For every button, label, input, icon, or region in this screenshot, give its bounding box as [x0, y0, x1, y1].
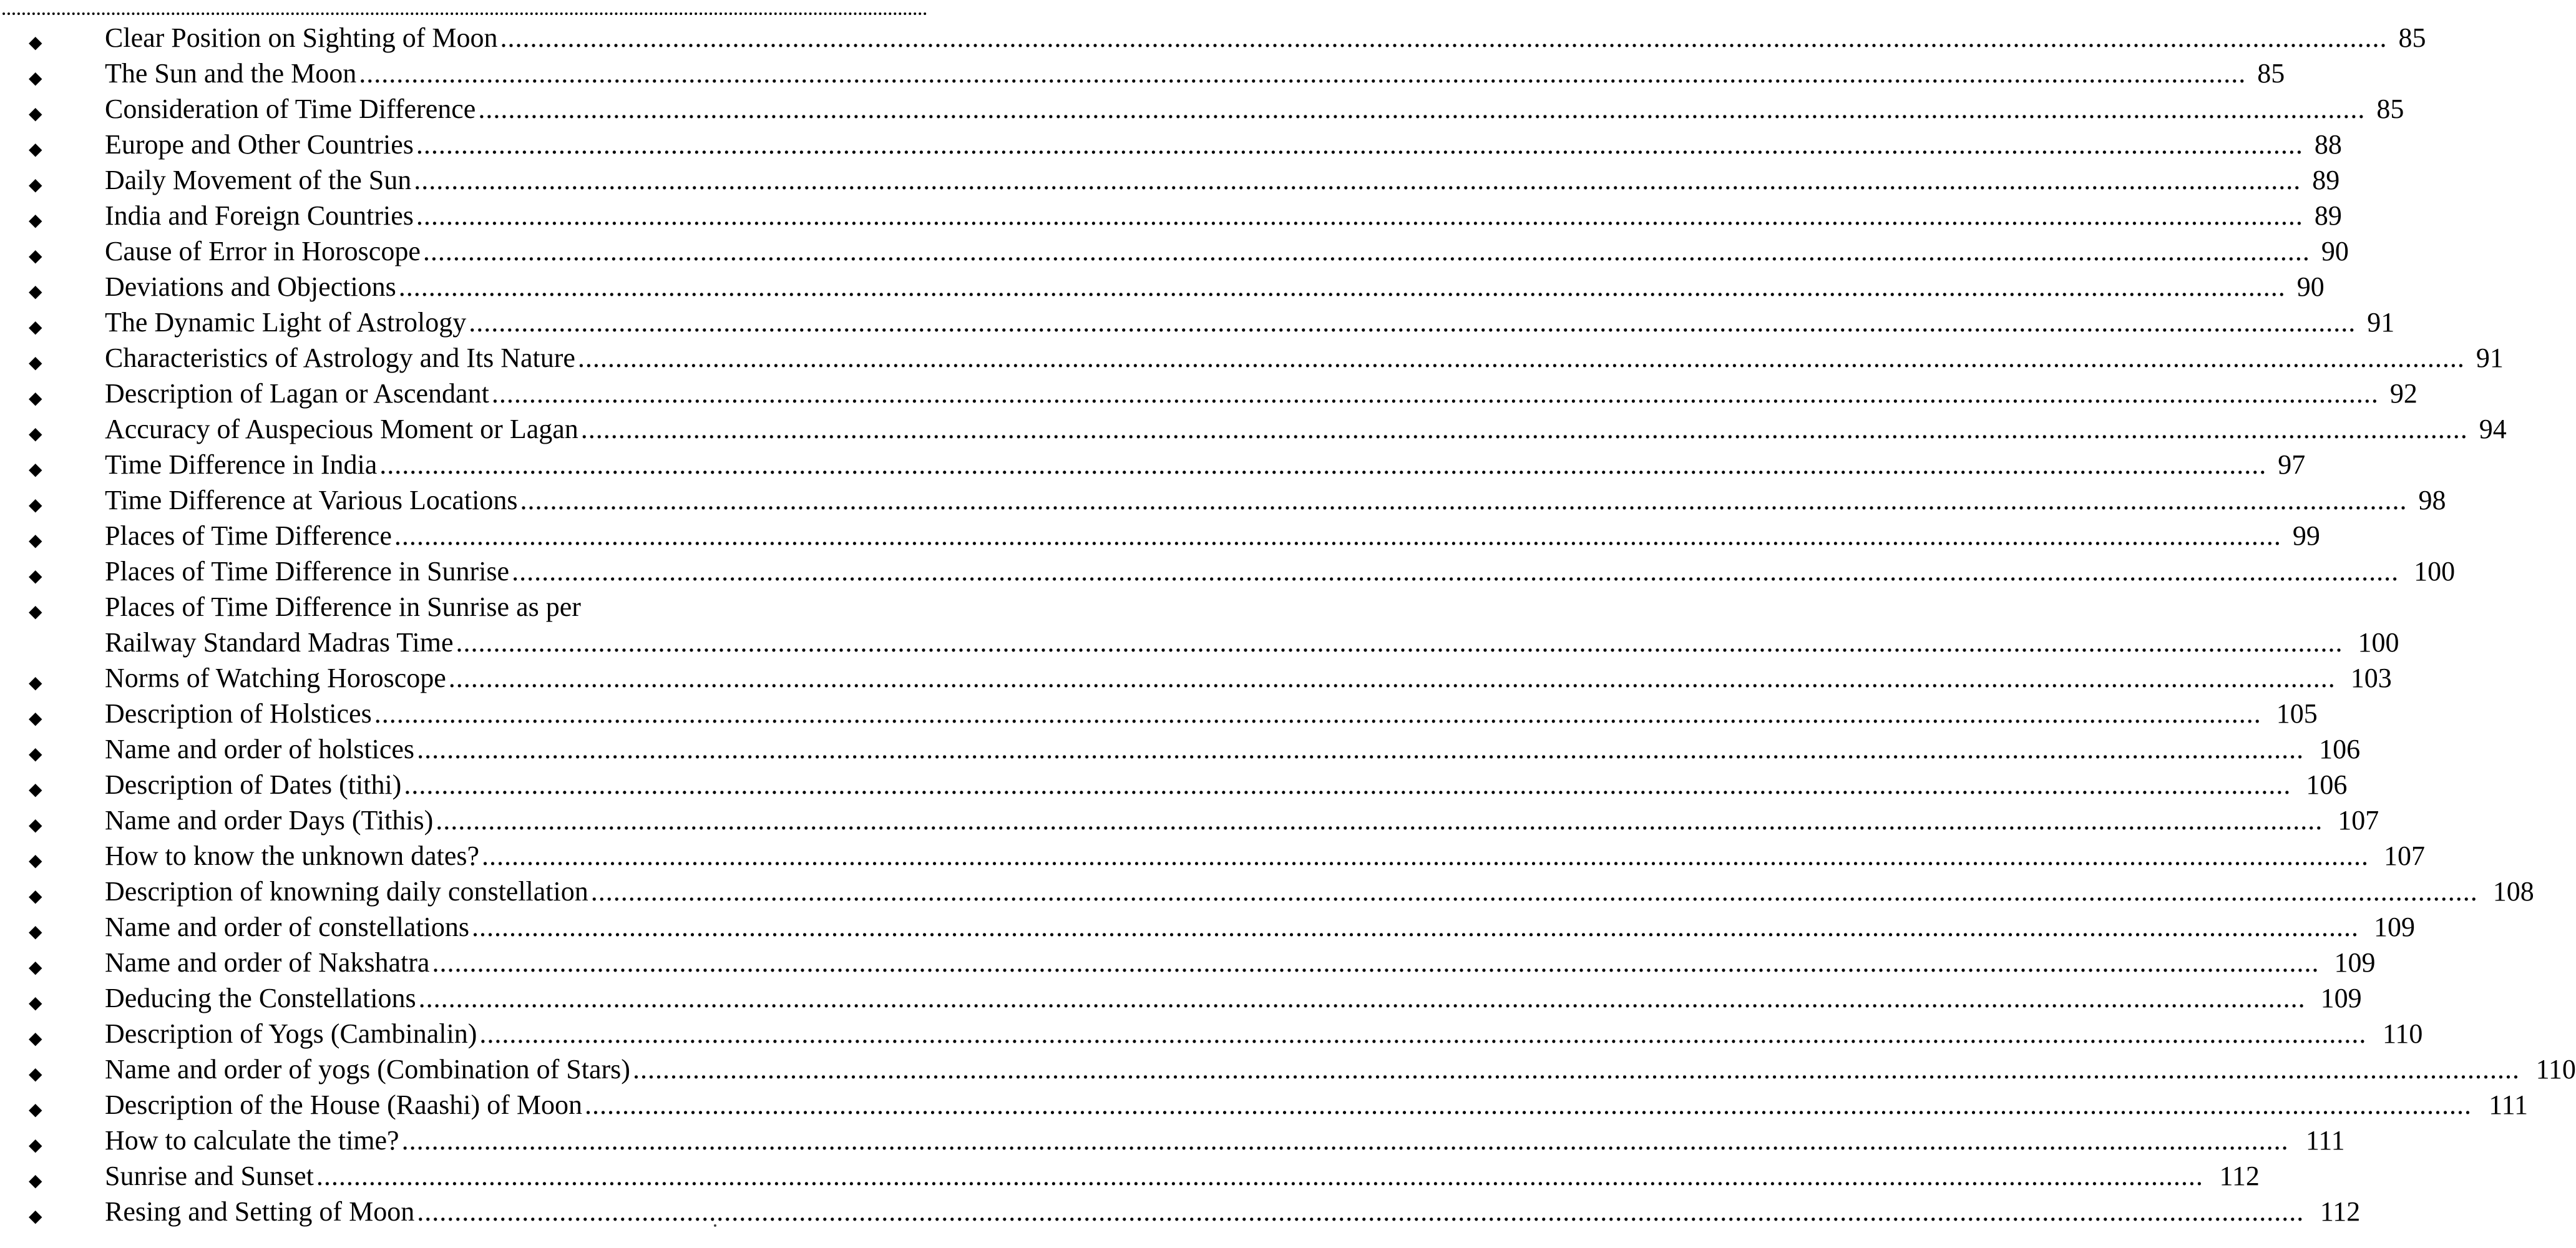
- toc-entry-title: Places of Time Difference in Sunrise as per: [105, 592, 581, 622]
- toc-entry: [25, 162, 2340, 198]
- dot-leader: [578, 340, 2465, 376]
- dot-leader: [492, 376, 2379, 411]
- toc-entry: [25, 945, 2376, 980]
- toc-entry-page-number: 90: [2296, 271, 2325, 302]
- dot-leader: [417, 1194, 2304, 1229]
- toc-entry-body: [105, 1158, 2260, 1194]
- diamond-bullet-icon: ◆: [29, 815, 42, 835]
- toc-entry-body: [105, 376, 2417, 411]
- toc-entry-page-number: 88: [2314, 129, 2342, 160]
- toc-entry-body: [105, 20, 2426, 56]
- toc-entry: [25, 874, 2534, 909]
- toc-entry-body: [105, 1051, 2576, 1087]
- toc-entry-body: [105, 447, 2305, 482]
- toc-entry: [25, 980, 2362, 1016]
- diamond-bullet-icon: ◆: [29, 104, 42, 124]
- toc-entry-body: [105, 91, 2404, 127]
- toc-entry-page-number: 108: [2492, 876, 2534, 907]
- toc-entry: [25, 589, 2399, 660]
- toc-entry: [25, 1158, 2260, 1194]
- toc-entry-page-number: 100: [2358, 627, 2399, 658]
- toc-entry-title: Description of knowning daily constellation: [105, 876, 588, 907]
- toc-entry-body: [105, 660, 2392, 696]
- dot-leader: [449, 660, 2336, 696]
- toc-entry-title: Description of Yogs (Cambinalin): [105, 1018, 477, 1049]
- dot-leader: [417, 731, 2304, 767]
- diamond-bullet-icon: ◆: [29, 68, 42, 88]
- toc-entry-page-number: 105: [2276, 698, 2318, 729]
- toc-entry-title: Description of Holstices: [105, 698, 372, 729]
- toc-entry: [25, 447, 2306, 482]
- diamond-bullet-icon: ◆: [29, 851, 42, 870]
- toc-entry-page-number: 110: [2535, 1054, 2576, 1085]
- dot-leader: [500, 20, 2387, 56]
- toc-entry-body: [105, 56, 2285, 91]
- diamond-bullet-icon: ◆: [29, 922, 42, 942]
- diamond-bullet-icon: ◆: [29, 317, 42, 337]
- toc-entry: [25, 1087, 2528, 1123]
- toc-entry-page-number: 109: [2334, 947, 2376, 978]
- toc-entry-title: The Sun and the Moon: [105, 58, 357, 89]
- toc-entry: [25, 838, 2426, 874]
- toc-entry-page-number: 106: [2319, 734, 2361, 764]
- toc-entry-title: Name and order of holstices: [105, 734, 415, 764]
- diamond-bullet-icon: ◆: [29, 281, 42, 301]
- dot-leader: [591, 874, 2478, 909]
- toc-entry: [25, 1016, 2423, 1051]
- toc-entry-page-number: 112: [2219, 1161, 2260, 1191]
- toc-entry-body: [105, 305, 2394, 340]
- toc-entry: [25, 518, 2320, 553]
- toc-entry-title: Daily Movement of the Sun: [105, 165, 412, 195]
- toc-entry-body: [105, 1123, 2345, 1158]
- diamond-bullet-icon: ◆: [29, 957, 42, 977]
- toc-entry: [25, 660, 2392, 696]
- toc-entry: [25, 909, 2416, 945]
- toc-entry-title: Time Difference in India: [105, 449, 378, 480]
- dot-leader: [520, 482, 2407, 518]
- toc-entry: [25, 482, 2446, 518]
- toc-entry-title: Deviations and Objections: [105, 271, 396, 302]
- toc-entry-body: [105, 767, 2347, 802]
- toc-entry: [25, 198, 2342, 233]
- diamond-bullet-icon: ◆: [29, 495, 42, 515]
- toc-entry-title: Norms of Watching Horoscope: [105, 663, 446, 693]
- toc-entry-page-number: 109: [2374, 912, 2416, 942]
- dot-leader: [404, 767, 2291, 802]
- toc-entry-body: [105, 1194, 2360, 1229]
- toc-entry-title: Deducing the Constellations: [105, 983, 416, 1013]
- toc-entry-title: Europe and Other Countries: [105, 129, 414, 160]
- toc-entry-title: Places of Time Difference in Sunrise: [105, 556, 510, 587]
- toc-entry: [25, 340, 2504, 376]
- toc-entry-body: [105, 553, 2455, 589]
- toc-entry-title: Places of Time Difference: [105, 520, 392, 551]
- dot-leader: [379, 447, 2266, 482]
- toc-entry: [25, 1194, 2361, 1229]
- dot-leader: [432, 945, 2319, 980]
- toc-entry-title: Name and order of yogs (Combination of Stars): [105, 1054, 630, 1085]
- toc-entry-page-number: 91: [2476, 343, 2504, 373]
- toc-entry-page-number: 94: [2479, 414, 2507, 444]
- toc-entry: [25, 1051, 2576, 1087]
- toc-entry-body: [105, 838, 2425, 874]
- dot-leader: [585, 1087, 2472, 1123]
- toc-entry: [25, 1123, 2345, 1158]
- diamond-bullet-icon: ◆: [29, 139, 42, 159]
- toc-entry-body: [105, 233, 2349, 269]
- diamond-bullet-icon: ◆: [29, 246, 42, 266]
- toc-entry-title: Consideration of Time Difference: [105, 94, 476, 124]
- diamond-bullet-icon: ◆: [29, 530, 42, 550]
- toc-entry-title: Sunrise and Sunset: [105, 1161, 314, 1191]
- diamond-bullet-icon: ◆: [29, 779, 42, 799]
- diamond-bullet-icon: ◆: [29, 353, 42, 373]
- toc-entry-title: Description of Dates (tithi): [105, 769, 402, 800]
- toc-entry-title: Characteristics of Astrology and Its Nature: [105, 343, 575, 373]
- toc-entry-body: [105, 411, 2507, 447]
- dot-leader: [633, 1051, 2520, 1087]
- toc-entry-title: Description of Lagan or Ascendant: [105, 378, 489, 409]
- toc-entry-body: [105, 802, 2379, 838]
- toc-entry: [25, 376, 2417, 411]
- toc-entry: [25, 802, 2379, 838]
- toc-entry-body: [105, 162, 2339, 198]
- diamond-bullet-icon: ◆: [29, 175, 42, 195]
- dot-leader: [478, 91, 2365, 127]
- toc-entry-page-number: 103: [2350, 663, 2392, 693]
- diamond-bullet-icon: ◆: [29, 424, 42, 444]
- toc-entry: [25, 20, 2426, 56]
- toc-entry-title: Name and order Days (Tithis): [105, 805, 434, 836]
- toc-entry-page-number: 107: [2338, 805, 2379, 836]
- toc-entry-page-number: 90: [2321, 236, 2349, 266]
- dot-leader: [419, 980, 2306, 1016]
- dot-leader: [512, 553, 2399, 589]
- toc-entry-page-number: 111: [2489, 1090, 2528, 1120]
- toc-entry-page-number: 98: [2418, 485, 2446, 515]
- toc-entry: [25, 56, 2285, 91]
- toc-entry: [25, 269, 2325, 305]
- diamond-bullet-icon: ◆: [29, 1171, 42, 1191]
- toc-entry-body: [105, 269, 2325, 305]
- dot-leader: [416, 127, 2303, 162]
- toc-entry-title: Description of the House (Raashi) of Moon: [105, 1090, 582, 1120]
- dot-leader: [416, 198, 2303, 233]
- dot-leader: [436, 802, 2323, 838]
- toc-entry-title-continued: Railway Standard Madras Time: [105, 627, 454, 658]
- toc-entry: [25, 305, 2395, 340]
- diamond-bullet-icon: ◆: [29, 1099, 42, 1119]
- toc-entry-title: How to know the unknown dates?: [105, 841, 480, 871]
- toc-entry-title: Name and order of Nakshatra: [105, 947, 430, 978]
- diamond-bullet-icon: ◆: [29, 886, 42, 906]
- toc-entry-title: Name and order of constellations: [105, 912, 470, 942]
- diamond-bullet-icon: ◆: [29, 993, 42, 1013]
- toc-entry-body: [105, 980, 2362, 1016]
- toc-entry: [25, 731, 2361, 767]
- dot-leader: [394, 518, 2281, 553]
- toc-entry-page-number: 111: [2305, 1125, 2345, 1156]
- dot-leader: [399, 269, 2286, 305]
- toc-entry-page-number: 92: [2389, 378, 2417, 409]
- toc-entry-page-number: 85: [2376, 94, 2404, 124]
- toc-entry-body: [105, 1087, 2528, 1123]
- toc-entry-page-number: 91: [2367, 307, 2395, 338]
- toc-entry: [25, 91, 2404, 127]
- diamond-bullet-icon: ◆: [29, 210, 42, 230]
- dot-leader: [472, 909, 2359, 945]
- toc-entry-body: [105, 909, 2415, 945]
- toc-entry-page-number: 85: [2398, 22, 2426, 53]
- toc-entry-body: [105, 198, 2342, 233]
- diamond-bullet-icon: ◆: [29, 602, 42, 622]
- toc-entry: [25, 696, 2318, 731]
- diamond-bullet-icon: ◆: [29, 566, 42, 586]
- table-of-contents: [25, 20, 2576, 1229]
- toc-entry-body: [105, 589, 2399, 660]
- top-dotted-rule: [2, 12, 927, 15]
- toc-entry-page-number: 97: [2278, 449, 2306, 480]
- toc-entry-title: Time Difference at Various Locations: [105, 485, 518, 515]
- toc-entry-body: [105, 731, 2360, 767]
- dot-leader: [359, 56, 2246, 91]
- toc-entry-page-number: 89: [2312, 165, 2340, 195]
- diamond-bullet-icon: ◆: [29, 459, 42, 479]
- toc-entry-page-number: 99: [2292, 520, 2320, 551]
- toc-entry-body: [105, 1016, 2422, 1051]
- toc-entry-body: [105, 696, 2318, 731]
- toc-entry: [25, 233, 2349, 269]
- toc-entry-page-number: 107: [2384, 841, 2426, 871]
- toc-entry-page-number: 109: [2320, 983, 2362, 1013]
- dot-leader: [456, 625, 2343, 660]
- toc-entry-title: Accuracy of Auspecious Moment or Lagan: [105, 414, 578, 444]
- toc-entry-body: [105, 127, 2342, 162]
- dot-leader: [482, 838, 2369, 874]
- toc-entry: [25, 767, 2348, 802]
- toc-entry-page-number: 100: [2414, 556, 2456, 587]
- dot-leader: [374, 696, 2261, 731]
- toc-entry-body: [105, 874, 2534, 909]
- toc-entry-body: [105, 945, 2375, 980]
- dot-leader: [402, 1123, 2289, 1158]
- toc-entry: [25, 411, 2507, 447]
- toc-entry-title: India and Foreign Countries: [105, 200, 414, 231]
- diamond-bullet-icon: ◆: [29, 32, 42, 52]
- dot-leader: [414, 162, 2301, 198]
- stray-ink-dot: [714, 1224, 716, 1227]
- dot-leader: [423, 233, 2310, 269]
- toc-entry-title: How to calculate the time?: [105, 1125, 399, 1156]
- toc-entry-body: [105, 482, 2446, 518]
- toc-entry-page-number: 89: [2314, 200, 2342, 231]
- diamond-bullet-icon: ◆: [29, 673, 42, 693]
- dot-leader: [469, 305, 2356, 340]
- diamond-bullet-icon: ◆: [29, 1028, 42, 1048]
- toc-entry-body: [105, 340, 2504, 376]
- toc-entry-title: Clear Position on Sighting of Moon: [105, 22, 498, 53]
- toc-entry-title: The Dynamic Light of Astrology: [105, 307, 467, 338]
- toc-entry-page-number: 106: [2306, 769, 2348, 800]
- toc-entry: [25, 553, 2456, 589]
- toc-entry-page-number: 85: [2257, 58, 2285, 89]
- diamond-bullet-icon: ◆: [29, 744, 42, 764]
- diamond-bullet-icon: ◆: [29, 1135, 42, 1155]
- dot-leader: [581, 411, 2468, 447]
- diamond-bullet-icon: ◆: [29, 388, 42, 408]
- diamond-bullet-icon: ◆: [29, 1064, 42, 1084]
- dot-leader: [316, 1158, 2203, 1194]
- toc-entry-page-number: 112: [2320, 1196, 2361, 1227]
- toc-entry-title: Cause of Error in Horoscope: [105, 236, 421, 266]
- diamond-bullet-icon: ◆: [29, 1206, 42, 1226]
- toc-entry: [25, 127, 2342, 162]
- toc-entry-page-number: 110: [2383, 1018, 2423, 1049]
- toc-entry-body: [105, 518, 2320, 553]
- dot-leader: [479, 1016, 2366, 1051]
- toc-entry-title: Resing and Setting of Moon: [105, 1196, 415, 1227]
- diamond-bullet-icon: ◆: [29, 708, 42, 728]
